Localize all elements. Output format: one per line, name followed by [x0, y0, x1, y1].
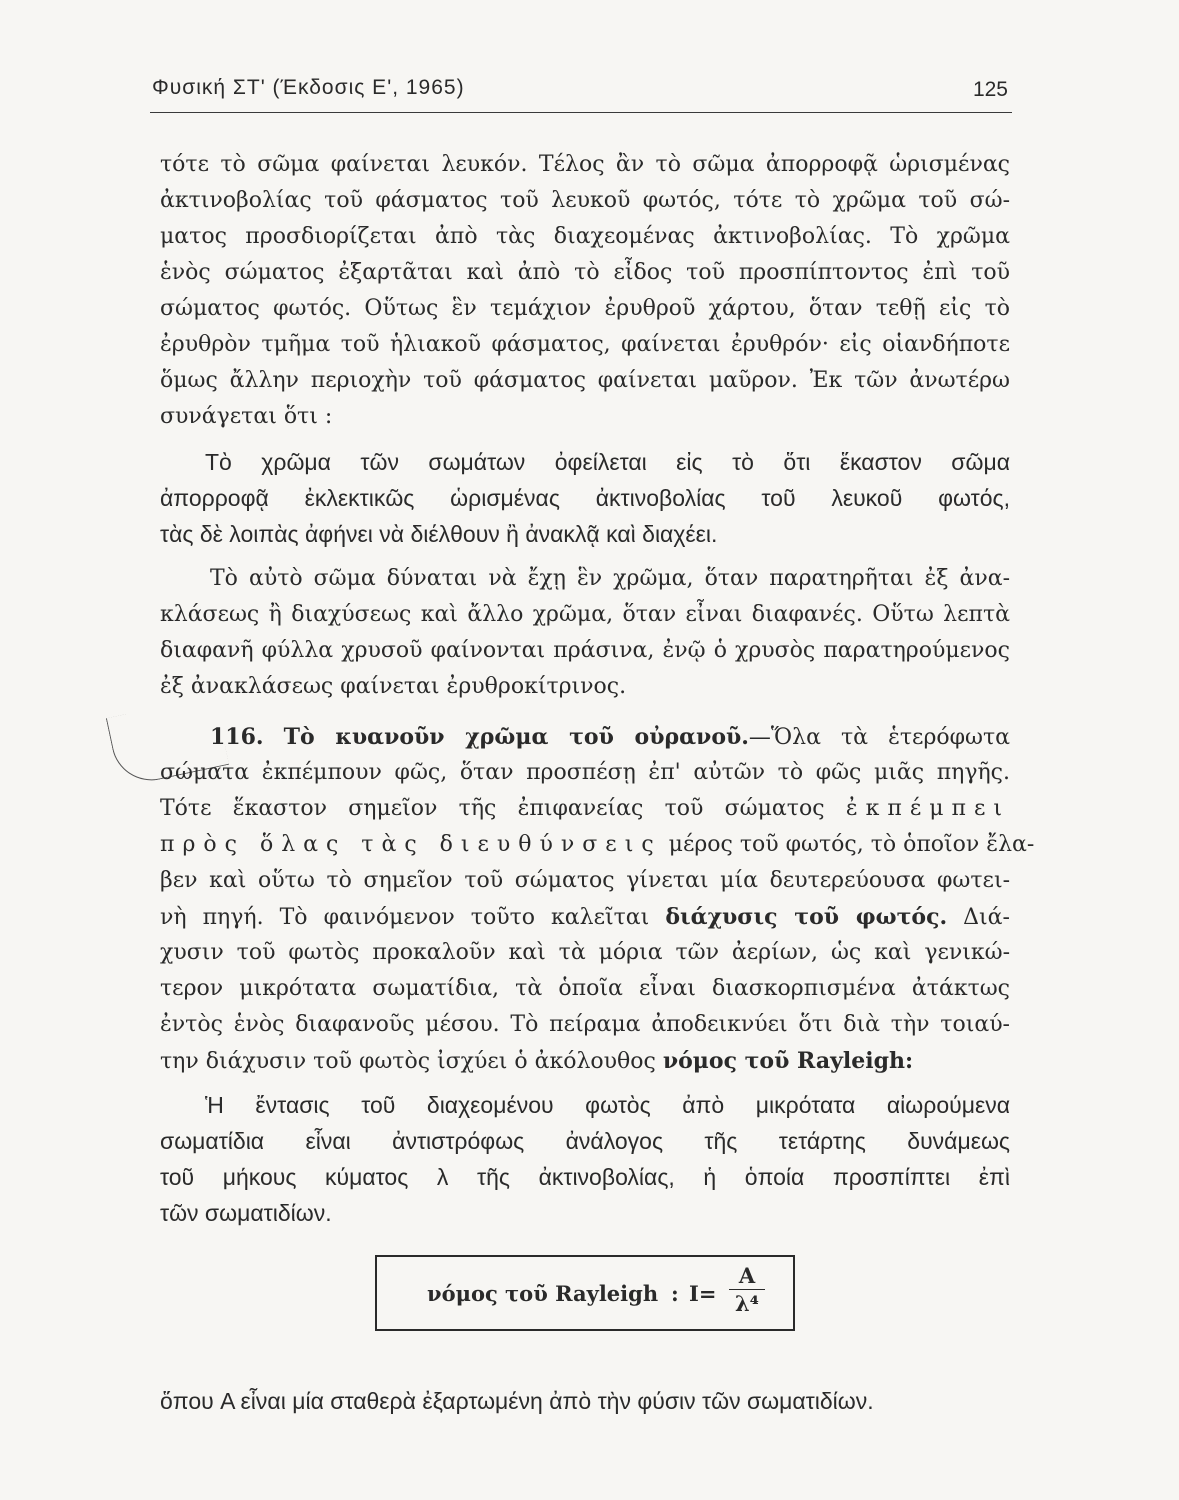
text-line	[160, 902, 1010, 933]
text-line: τότε τὸ σῶμα φαίνεται λευκόν. Τέλος ἂν τὸ σῶμα ἀπορροφᾷ ὡρισμένας	[160, 152, 1010, 177]
text-line: ματος προσδιορίζεται ἀπὸ τὰς διαχεομένας ἀκτινοβολίας. Τὸ χρῶμα	[160, 224, 1010, 249]
text-line: σώματος φωτός. Οὕτως ἓν τεμάχιον ἐρυθροῦ χάρτου, ὅταν τεθῇ εἰς τὸ	[160, 296, 1010, 321]
principle-line: Τὸ χρῶμα τῶν σωμάτων ὀφείλεται εἰς τὸ ὅτι ἕκαστον σῶμα	[205, 449, 1010, 475]
formula-label: νόμος τοῦ Rayleigh	[427, 1281, 659, 1306]
principle-line: τὰς δὲ λοιπὰς ἀφήνει νὰ διέλθουν ἢ ἀνακλᾷ καὶ διαχέει.	[160, 521, 718, 547]
emphasized-term: πρὸς ὅλας τὰς διευθύνσεις	[160, 832, 662, 857]
section-number: 116.	[210, 724, 264, 750]
text-line: χυσιν τοῦ φωτὸς προκαλοῦν καὶ τὰ μόρια τῶν ἀερίων, ὡς καὶ γενικώ-	[160, 940, 1010, 965]
text-line	[160, 794, 1010, 824]
section-heading-line	[210, 722, 1010, 753]
text-line: Τὸ αὐτὸ σῶμα δύναται νὰ ἔχῃ ἓν χρῶμα, ὅταν παρατηρῆται ἐξ ἀνα-	[210, 566, 1010, 591]
emphasized-term: ἐκπέμπει	[845, 796, 1011, 821]
text-line: ὅμως ἄλλην περιοχὴν τοῦ φάσματος φαίνεται μαῦρον. Ἐκ τῶν ἀνωτέρω	[160, 368, 1010, 393]
law-name: νόμος τοῦ Rayleigh:	[662, 1048, 914, 1074]
defined-term: διάχυσις τοῦ φωτός.	[665, 904, 948, 930]
text-span: νὴ πηγή. Τὸ φαινόμενον τοῦτο καλεῖται	[160, 905, 650, 930]
text-line: ἐξ ἀνακλάσεως φαίνεται ἐρυθροκίτρινος.	[160, 674, 627, 699]
fraction-numerator: A	[729, 1263, 765, 1290]
text-line: βεν καὶ οὕτω τὸ σημεῖον τοῦ σώματος γίνεται μία δευτερεύουσα φωτει-	[160, 868, 1010, 893]
page-header	[150, 72, 1012, 113]
text-span: την διάχυσιν τοῦ φωτὸς ἰσχύει ὁ ἀκόλουθος	[160, 1049, 656, 1074]
text-span: Διά-	[963, 905, 1010, 930]
formula-lhs: I=	[689, 1281, 717, 1306]
formula-fraction	[729, 1263, 765, 1318]
section-title: Τὸ κυανοῦν χρῶμα τοῦ οὐρανοῦ.	[283, 724, 749, 750]
running-title: Φυσική ΣΤ' (Έκδοσις Ε', 1965)	[152, 76, 465, 99]
principle-line: ἀπορροφᾷ ἐκλεκτικῶς ὡρισμένας ἀκτινοβολίας τοῦ λευκοῦ φωτός,	[160, 485, 1010, 511]
section-line-rest: —Ὅλα τὰ ἑτερόφωτα	[748, 725, 1010, 750]
fraction-denominator: λ⁴	[735, 1291, 759, 1316]
text-line: ἑνὸς σώματος ἐξαρτᾶται καὶ ἀπὸ τὸ εἶδος τοῦ προσπίπτοντος ἐπὶ τοῦ	[160, 260, 1010, 285]
text-line: κλάσεως ἢ διαχύσεως καὶ ἄλλο χρῶμα, ὅταν εἶναι διαφανές. Οὕτω λεπτὰ	[160, 602, 1010, 627]
law-line: Ἡ ἔντασις τοῦ διαχεομένου φωτὸς ἀπὸ μικρότατα αἰωρούμενα	[205, 1092, 1010, 1118]
text-line	[160, 830, 1035, 860]
text-span: Τότε ἕκαστον σημεῖον τῆς ἐπιφανείας τοῦ σώματος	[160, 796, 825, 821]
formula-box	[375, 1255, 795, 1331]
text-line	[160, 1046, 1010, 1077]
law-line: σωματίδια εἶναι ἀντιστρόφως ἀνάλογος τῆς τετάρτης δυνάμεως	[160, 1128, 1010, 1154]
closing-line: ὅπου A εἶναι μία σταθερὰ ἐξαρτωμένη ἀπὸ τὴν φύσιν τῶν σωματιδίων.	[160, 1388, 874, 1414]
law-line: τοῦ μήκους κύματος λ τῆς ἀκτινοβολίας, ἡ ὁποία προσπίπτει ἐπὶ	[160, 1164, 1010, 1190]
text-line: τερον μικρότατα σωματίδια, τὰ ὁποῖα εἶναι διασκορπισμένα ἀτάκτως	[160, 976, 1010, 1001]
law-line: τῶν σωματιδίων.	[160, 1200, 332, 1226]
text-line: ἐντὸς ἑνὸς διαφανοῦς μέσου. Τὸ πείραμα ἀποδεικνύει ὅτι διὰ τὴν τοιαύ-	[160, 1012, 1010, 1037]
text-line: συνάγεται ὅτι :	[160, 404, 333, 429]
text-line: διαφανῆ φύλλα χρυσοῦ φαίνονται πράσινα, ἐνῷ ὁ χρυσὸς παρατηρούμενος	[160, 638, 1010, 663]
page-number: 125	[972, 78, 1008, 101]
text-line: σώματα ἐκπέμπουν φῶς, ὅταν προσπέσῃ ἐπ' αὐτῶν τὸ φῶς μιᾶς πηγῆς.	[160, 760, 1010, 785]
text-line: ἐρυθρὸν τμῆμα τοῦ ἡλιακοῦ φάσματος, φαίνεται ἐρυθρόν· εἰς οἱανδήποτε	[160, 332, 1010, 357]
text-span: μέρος τοῦ φωτός, τὸ ὁποῖον ἔλα-	[668, 832, 1035, 857]
text-line: ἀκτινοβολίας τοῦ φάσματος τοῦ λευκοῦ φωτός, τότε τὸ χρῶμα τοῦ σώ-	[160, 188, 1010, 213]
formula-colon: :	[671, 1281, 679, 1306]
